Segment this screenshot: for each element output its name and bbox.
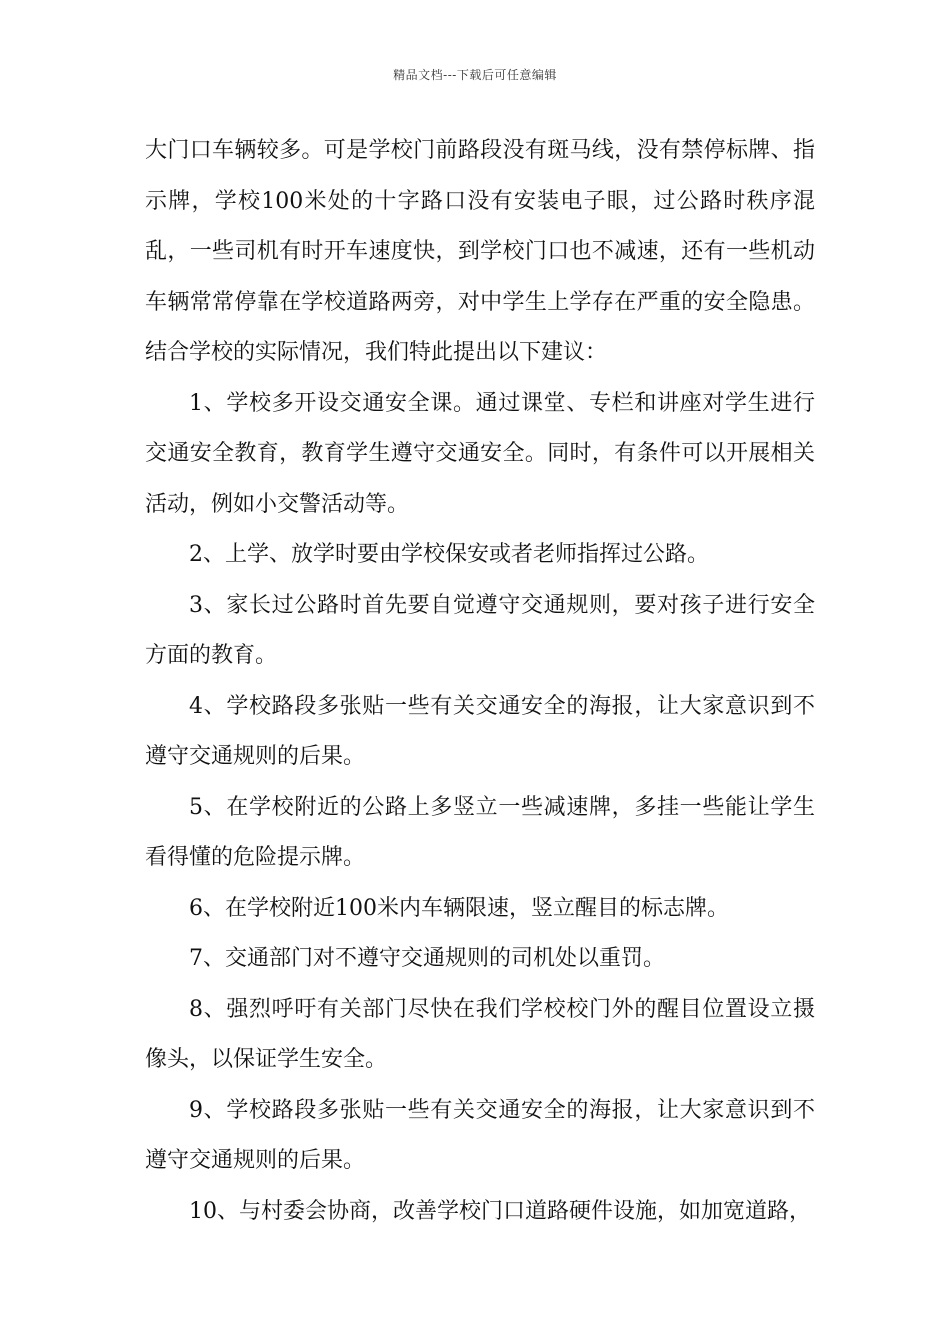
paragraph-suggestion-6: 6、在学校附近100米内车辆限速，竖立醒目的标志牌。: [189, 895, 729, 921]
paragraph-suggestion-2: 2、上学、放学时要由学校保安或者老师指挥过公路。: [189, 542, 709, 567]
paragraph-suggestion-3: 3、家长过公路时首先要自觉遵守交通规则，要对孩子进行安全方面的教育。: [145, 592, 815, 668]
paragraph-suggestion-4: 4、学校路段多张贴一些有关交通安全的海报，让大家意识到不遵守交通规则的后果。: [145, 693, 815, 769]
paragraph-suggestion-7: 7、交通部门对不遵守交通规则的司机处以重罚。: [189, 946, 665, 971]
paragraph-suggestion-10: 10、与村委会协商，改善学校门口道路硬件设施，如加宽道路，: [189, 1198, 811, 1224]
paragraph-intro: 大门口车辆较多。可是学校门前路段没有斑马线，没有禁停标牌、指示牌，学校100米处的十字路口没有安装电子眼，过公路时秩序混乱，一些司机有时开车速度快，到学校门口也不减速，还有一些机动车辆常常停靠在学校道路两旁，对中学生上学存在严重的安全隐患。结合学校的实际情况，我们特此提出以下建议：: [145, 138, 815, 365]
paragraph-suggestion-5: 5、在学校附近的公路上多竖立一些减速牌，多挂一些能让学生看得懂的危险提示牌。: [145, 794, 815, 870]
paragraph-suggestion-9: 9、学校路段多张贴一些有关交通安全的海报，让大家意识到不遵守交通规则的后果。: [145, 1097, 815, 1173]
document-body: [145, 126, 815, 1237]
page-header: 精品文档---下载后可任意编辑: [393, 68, 557, 82]
paragraph-suggestion-1: 1、学校多开设交通安全课。通过课堂、专栏和讲座对学生进行交通安全教育，教育学生遵守交通安全。同时，有条件可以开展相关活动，例如小交警活动等。: [145, 390, 815, 517]
paragraph-suggestion-8: 8、强烈呼吁有关部门尽快在我们学校校门外的醒目位置设立摄像头，以保证学生安全。: [145, 996, 815, 1072]
